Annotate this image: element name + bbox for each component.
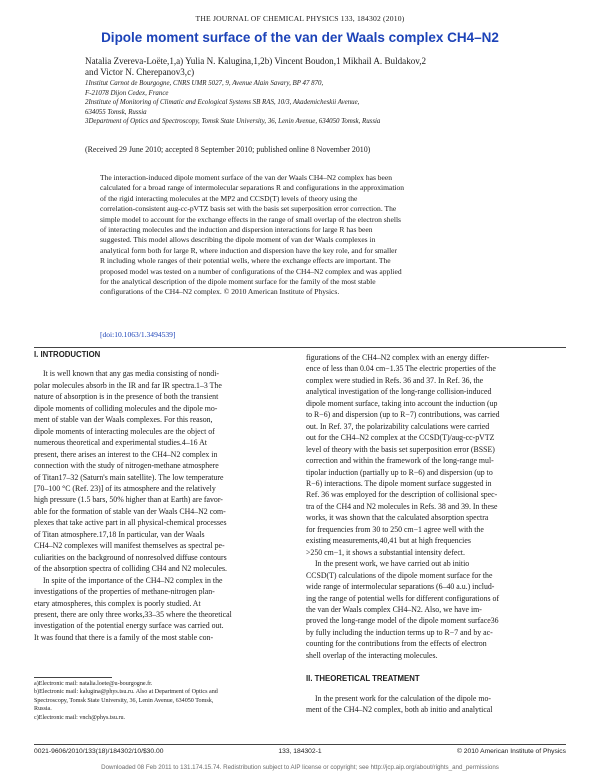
right-column	[306, 352, 568, 716]
body-line: able for the formation of stable van der Waals CH4–N2 com-	[34, 506, 226, 516]
body-line: dipole moments of colliding molecules and the dipole mo-	[34, 403, 218, 413]
footnote: Spectroscopy, Tomsk State University, 36, Lenin Avenue, 634050 Tomsk,	[34, 697, 214, 704]
body-line: the van der Waals complex CH4–N2. Also, we have im-	[306, 604, 482, 614]
abstract-line: configurations of the CH4–N2 complex. © 2010 American Institute of Physics.	[100, 287, 340, 297]
download-notice: Downloaded 08 Feb 2011 to 131.174.15.74. Redistribution subject to AIP license or copyright; see http://jcp.aip.org/about/rights_and_permissions	[101, 764, 499, 771]
body-line: analytical investigation of the long-range collision-induced	[306, 387, 492, 397]
abstract-line: analytical form both for large R, where induction and dispersion have the key role, and for smaller	[100, 245, 398, 255]
body-line: investigations of the properties of methane-nitrogen plan-	[34, 587, 215, 597]
affiliations	[85, 79, 555, 127]
abstract-line: simple model to account for the exchange effects in the range of small overlap of the electron shells	[100, 214, 401, 224]
body-line: by fully including the induction terms up to R−7 and by ac-	[306, 627, 493, 637]
body-line: CH4–N2 complexes will manifest themselves as spectral pe-	[34, 541, 225, 551]
abstract-line: calculated for a broad range of intermolecular separations R and configurations in the approximation	[100, 183, 405, 193]
body-line: It was found that there is a family of the most stable con-	[34, 632, 214, 642]
body-line: >250 cm−1, it shows a substantial intensity defect.	[306, 547, 465, 557]
abstract-line: correlation-consistent aug-cc-pVTZ basis set with the basis set superposition error correction. The	[100, 204, 397, 214]
footer-page-number: 133, 184302-1	[278, 748, 322, 755]
body-line: numerous theoretical and experimental studies.4–16 At	[34, 438, 207, 448]
abstract-line: proposed model was tested on a number of configurations of the CH4–N2 complex and was applied	[100, 266, 402, 276]
abstract-line: for the analytical description of the dipole moment surface for the family of the most stable	[100, 277, 376, 287]
body-line: nature of absorption is in the presence of both the transient	[34, 392, 219, 402]
body-line: level of theory with the basis set superposition error (BSSE)	[306, 444, 495, 454]
abstract-line: suggested. This model allows describing the dipole moment of van der Waals complexes in	[100, 235, 376, 245]
body-line: existing measurements,40,41 but at high frequencies	[306, 536, 471, 546]
body-line: ment of stable van der Waals complexes. For this reason,	[34, 415, 213, 425]
footer-copyright: © 2010 American Institute of Physics	[456, 748, 566, 755]
section-divider	[34, 347, 566, 348]
body-line: ence of less than 0.04 cm−1.35 The electric properties of the	[306, 364, 496, 374]
body-line: ment of the CH4–N2 complex, both ab initio and analytical	[306, 705, 493, 715]
body-line: R−6) interactions. The dipole moment surface suggested in	[306, 478, 492, 488]
affiliation-line: F-21078 Dijon Cedex, France	[85, 89, 169, 97]
affiliation-line: 634055 Tomsk, Russia	[85, 108, 147, 116]
footer-issn: 0021-9606/2010/133(18)/184302/10/$30.00	[34, 748, 164, 755]
body-line: shell overlap of the interacting molecules.	[306, 650, 438, 660]
body-line: investigation of the potential energy surface was carried out.	[34, 621, 224, 631]
left-column	[34, 349, 296, 643]
abstract-line: of the rigid interacting molecules at the MP2 and CCSD(T) levels of theory using the	[100, 193, 358, 203]
body-line: dipole moment surface, taking into account the induction (up	[306, 398, 498, 408]
body-line: out. In Ref. 37, the polarizability calculations were carried	[306, 421, 490, 431]
paper-title: Dipole moment surface of the van der Waals complex CH4–N2	[101, 30, 499, 45]
doi-link[interactable]: [doi:10.1063/1.3494539]	[100, 330, 176, 339]
running-head: THE JOURNAL OF CHEMICAL PHYSICS 133, 184302 (2010)	[195, 14, 405, 23]
abstract-line: R including whole ranges of their potential wells, where the exchange effects are important. The	[100, 256, 391, 266]
body-line: In the present work, we have carried out ab initio	[315, 559, 470, 569]
author-list	[85, 56, 555, 78]
body-line: figurations of the CH4–N2 complex with an energy differ-	[306, 353, 490, 362]
body-line: present, there arises an interest to the CH4–N2 complex in	[34, 449, 218, 459]
body-line: of Titan17–32 (Saturn's main satellite). The low temperature	[34, 472, 224, 482]
body-line: Ref. 36 was employed for the description of collisional spec-	[306, 490, 498, 500]
body-line: correction and within the framework of the long-range mul-	[306, 456, 494, 466]
body-line: It is well known that any gas media consisting of nondi-	[43, 369, 220, 379]
body-line: counting for the contributions from the effects of electron	[306, 639, 487, 649]
body-line: wide range of intermolecular separations (6–40 a.u.) includ-	[306, 582, 495, 592]
abstract	[100, 173, 500, 298]
affiliation-line: 1Institut Carnot de Bourgogne, CNRS UMR 5027, 9, Avenue Alain Savary, BP 47 870,	[85, 80, 324, 87]
body-line: [70–100 °C (Ref. 23)] of its atmosphere and the relatively	[34, 483, 216, 493]
publication-dates: (Received 29 June 2010; accepted 8 September 2010; published online 8 November 2010)	[85, 145, 371, 154]
footnote: b)Electronic mail: kalugina@phys.tsu.ru. Also at Department of Optics and	[34, 689, 218, 696]
body-line: etary atmospheres, this complex is poorly studied. At	[34, 598, 201, 608]
abstract-line: of interacting molecules and the induction and dispersion interactions for large R has been	[100, 225, 373, 235]
author-line: and Victor N. Cherepanov3,c)	[85, 67, 195, 77]
body-line: for frequencies from 30 to 250 cm−1 agree well with the	[306, 524, 484, 534]
footnote: a)Electronic mail: natalia.loete@u-bourgogne.fr.	[34, 681, 153, 687]
body-line: out for the CH4–N2 complex at the CCSD(T)/aug-cc-pVTZ	[306, 433, 495, 443]
body-line: works, it was shown that the calculated absorption spectra	[306, 513, 489, 523]
body-line: proved the long-range model of the dipole moment surface36	[306, 616, 499, 626]
body-line: tipolar induction (partially up to R−6) and dispersion (up to	[306, 467, 493, 477]
body-line: of Titan atmosphere.17,18 In particular, van der Waals	[34, 529, 205, 539]
footnotes	[34, 680, 296, 722]
body-line: high pressure (1.5 bars, 50% higher than at Earth) are favor-	[34, 495, 223, 505]
abstract-line: The interaction-induced dipole moment surface of the van der Waals CH4–N2 complex has been	[100, 173, 393, 182]
section-heading-theory: II. THEORETICAL TREATMENT	[306, 674, 420, 684]
footnote-divider	[34, 677, 112, 678]
footnote: Russia.	[34, 706, 52, 713]
body-line: culiarities on the background of nonresolved diffuse contours	[34, 552, 227, 562]
footer-divider	[34, 744, 566, 745]
body-line: polar molecules absorb in the IR and far IR spectra.1–3 The	[34, 380, 222, 390]
body-line: present, there are only three works,33–35 where the theoretical	[34, 609, 232, 619]
body-line: of the absorption spectra of colliding CH4 and N2 molecules.	[34, 564, 227, 574]
body-line: tra of the CH4 and N2 molecules in Refs. 38 and 39. In these	[306, 501, 498, 511]
body-line: CCSD(T) calculations of the dipole moment surface for the	[306, 570, 493, 580]
section-heading-introduction: I. INTRODUCTION	[34, 350, 101, 359]
body-line: connection with the study of nitrogen-methane atmosphere	[34, 461, 219, 471]
author-line: Natalia Zvereva-Loëte,1,a) Yulia N. Kalugina,1,2b) Vincent Boudon,1 Mikhail A. Buldakov,2	[85, 56, 427, 66]
affiliation-line: 2Institute of Monitoring of Climatic and Ecological Systems SB RAS, 10/3, Akademicheskii Avenue,	[85, 99, 360, 107]
body-line: In spite of the importance of the CH4–N2 complex in the	[43, 575, 223, 585]
body-line: ing the range of potential wells for different configurations of	[306, 593, 500, 603]
body-line: complex were studied in Refs. 36 and 37. In Ref. 36, the	[306, 375, 484, 385]
body-line: dipole moments of interacting molecules are the object of	[34, 426, 215, 436]
body-line: plexes that take active part in all physical-chemical processes	[34, 518, 227, 528]
body-line: In the present work for the calculation of the dipole mo-	[315, 693, 491, 703]
affiliation-line: 3Department of Optics and Spectroscopy, Tomsk State University, 36, Lenin Avenue, 634050 Tomsk, Russia	[85, 118, 381, 126]
body-line: to R−6) and dispersion (up to R−7) contributions, was carried	[306, 410, 500, 420]
footnote: c)Electronic mail: vnch@phys.tsu.ru.	[34, 714, 126, 721]
